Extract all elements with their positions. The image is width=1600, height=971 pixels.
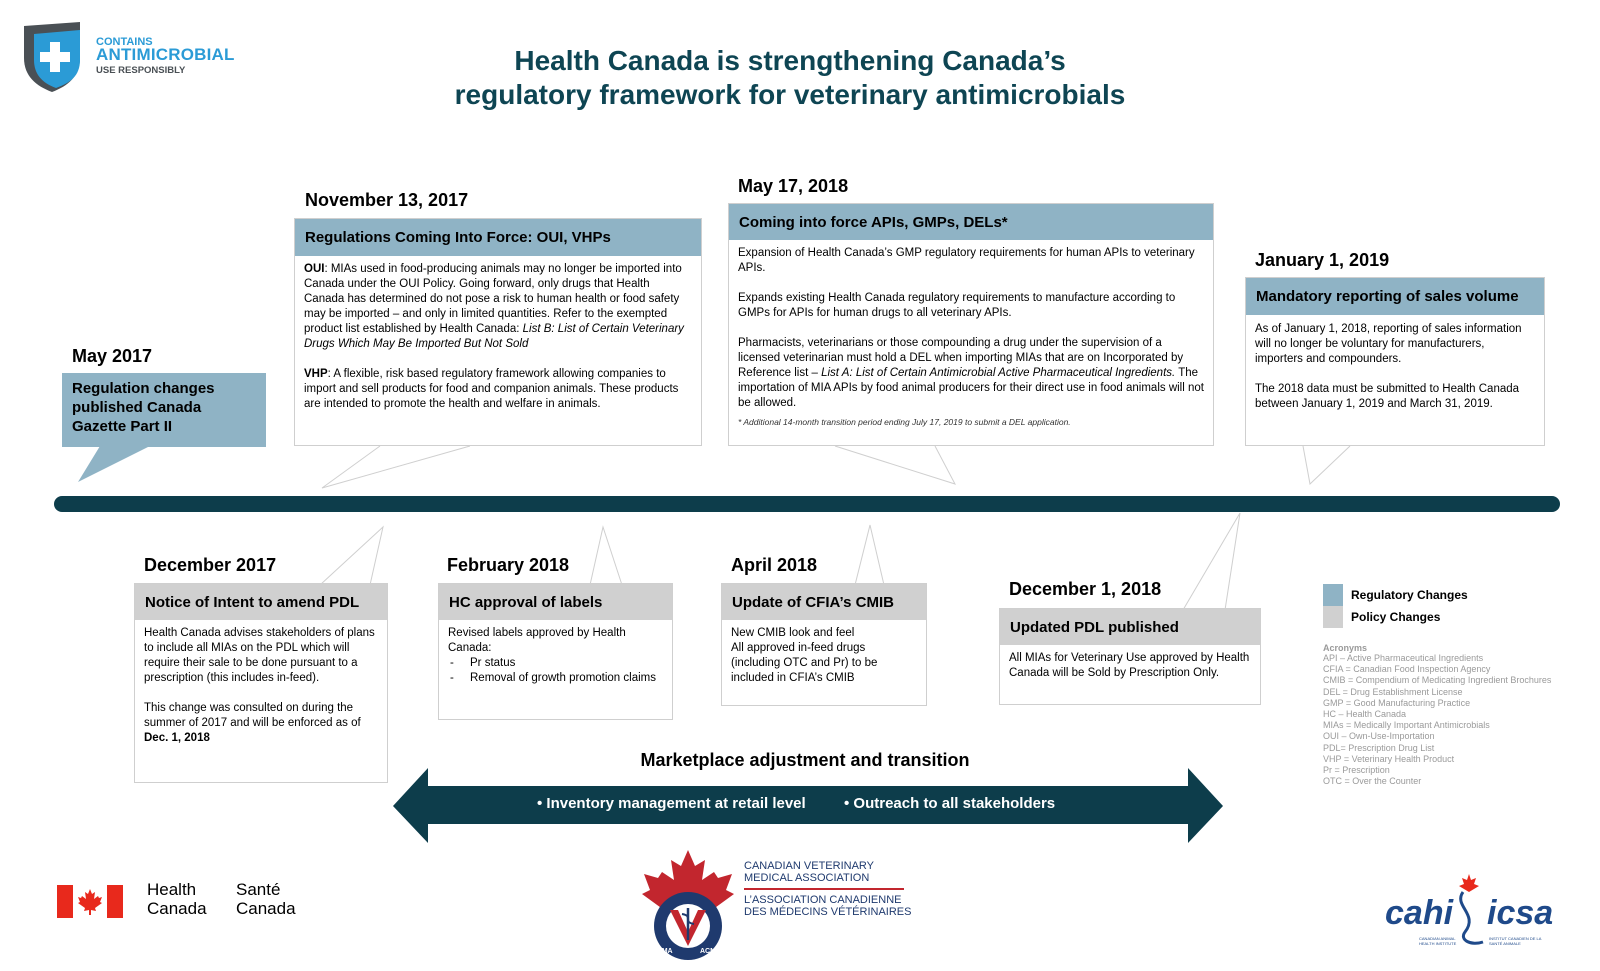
logo-use-responsibly: USE RESPONSIBLY (96, 65, 186, 76)
cvma-en-line-1: CANADIAN VETERINARY (744, 860, 874, 872)
oui-list-b: List B: List of Certain Veterinary Drugs Which May Be Imported But Not Sold (304, 323, 684, 350)
event-header-jan-2019: Mandatory reporting of sales volume (1246, 278, 1544, 315)
jan-2019-para-2: The 2018 data must be submitted to Health Canada between January 1, 2019 and March 31, 2019. (1255, 383, 1520, 410)
dec-2017-para-2 (144, 701, 378, 746)
date-dec-1-2018: December 1, 2018 (1009, 579, 1162, 599)
event-header-dec-2017: Notice of Intent to amend PDL (135, 584, 387, 620)
cvma-en-line-2: MEDICAL ASSOCIATION (744, 872, 870, 884)
callout-tail-apr-2018 (855, 525, 884, 585)
hc-health: Health (147, 880, 197, 899)
may-2018-footnote: * Additional 14-month transition period ending July 17, 2019 to submit a DEL application. (738, 417, 1071, 427)
cahi-icsa-logo (1385, 872, 1585, 962)
event-body-jan-2019 (1246, 315, 1544, 420)
list-item: - Removal of growth promotion claims (448, 671, 663, 686)
callout-tail-dec-2017 (320, 527, 383, 585)
marketplace-bullet-2: • Outreach to all stakeholders (844, 795, 1056, 812)
feb-2018-list (448, 656, 663, 686)
acronym-item: PDL= Prescription Drug List (1323, 742, 1435, 753)
legend-label-regulatory: Regulatory Changes (1351, 588, 1468, 602)
dec-2017-enforce-date: Dec. 1, 2018 (144, 732, 210, 744)
logo-contains: CONTAINS (96, 36, 153, 48)
acronym-item: OTC = Over the Counter (1323, 776, 1422, 787)
health-canada-logo (57, 880, 317, 930)
callout-tail-feb-2018 (590, 527, 622, 585)
vhp-text: : A flexible, risk based regulatory framework allowing companies to import and sell products for food and companion animals. These products are intended to promote the health and welfare in animals. (304, 368, 679, 410)
may-2018-para-3a: Pharmacists, veterinarians or those compounding a drug under the supervision of a licensed veterinarian must hold a DEL when importing MIAs that are on Incorporated by Reference list – (738, 337, 1184, 379)
callout-tail-nov-2017 (322, 446, 470, 488)
vhp-paragraph (304, 367, 692, 412)
event-box-may-2017 (62, 373, 266, 447)
legend-swatch-policy (1323, 606, 1343, 628)
event-body-apr-2018 (722, 620, 926, 694)
acronym-item: VHP = Veterinary Health Product (1323, 753, 1455, 764)
event-header-may-2018: Coming into force APIs, GMPs, DELs* (729, 204, 1213, 240)
acronyms-title: Acronyms (1323, 643, 1368, 653)
vhp-label: VHP (304, 368, 328, 380)
event-header-feb-2018: HC approval of labels (439, 584, 672, 620)
may-2018-list-a: List A: List of Certain Antimicrobial Active Pharmaceutical Ingredients. (821, 367, 1176, 379)
title-line-1: Health Canada is strengthening Canada’s (514, 45, 1066, 76)
event-box-dec-2018 (999, 608, 1261, 705)
acronym-item: DEL = Drug Establishment License (1323, 686, 1463, 697)
may-2018-para-3b: The importation of MIA APIs by food animal producers for their direct use in food animals will not be allowed. (738, 367, 1204, 409)
cvma-logo (640, 848, 920, 966)
logo-antimicrobial: ANTIMICROBIAL (96, 45, 235, 64)
acronym-item: API – Active Pharmaceutical Ingredients (1323, 653, 1484, 663)
cvma-fr-line-2: DES MÉDECINS VÉTÉRINAIRES (744, 906, 912, 918)
event-body-may-2018 (729, 240, 1213, 438)
may-2018-para-3 (738, 336, 1204, 411)
cahi-subtitle-right: INSTITUT CANADIEN DE LA SANTÉ ANIMALE (1489, 936, 1542, 946)
dec-2017-para-2-text: This change was consulted on during the summer of 2017 and will be enforced as of (144, 702, 361, 729)
date-nov-13-2017: November 13, 2017 (305, 190, 469, 210)
date-dec-2017: December 2017 (144, 555, 277, 575)
event-header-apr-2018: Update of CFIA’s CMIB (722, 584, 926, 620)
marketplace-double-arrow (393, 768, 1223, 843)
oui-text: : MIAs used in food-producing animals may no longer be imported into Canada under the OUI Policy. Going forward, only drugs that Health Canada has determined do not pose a risk to human health or food safety may be imported – and only in limited quantities. Refer to the exempted product list established by Health Canada: (304, 263, 682, 335)
event-body-feb-2018 (439, 620, 672, 694)
legend-label-policy: Policy Changes (1351, 610, 1441, 624)
acronym-item: OUI – Own-Use-Importation (1323, 731, 1435, 742)
event-body-nov-2017 (295, 256, 701, 420)
apr-2018-line-2: All approved in-feed drugs (including OTC and Pr) to be included in CFIA’s CMIB (731, 642, 878, 684)
acronym-item: CMIB = Compendium of Medicating Ingredient Brochures (1323, 675, 1552, 686)
date-apr-2018: April 2018 (731, 555, 818, 575)
cvma-fr-line-1: L’ASSOCIATION CANADIENNE (744, 894, 902, 906)
timeline-bar (54, 496, 1560, 512)
acronyms-list (1323, 643, 1593, 787)
dec-2017-para-1: Health Canada advises stakeholders of plans to include all MIAs on the PDL which will require their sale to be done pursuant to a prescription (this includes in-feed). (144, 627, 375, 684)
legend-swatch-regulatory (1323, 584, 1343, 606)
acronym-item: Pr = Prescription (1323, 765, 1390, 776)
event-body-dec-2017 (135, 620, 387, 754)
title-line-2: regulatory framework for veterinary antimicrobials (454, 79, 1126, 110)
event-header-nov-2017: Regulations Coming Into Force: OUI, VHPs (295, 219, 701, 256)
event-body-dec-2018 (1000, 645, 1260, 689)
acronym-item: HC – Health Canada (1323, 709, 1407, 720)
oui-paragraph (304, 262, 692, 352)
canada-flag-icon (57, 885, 123, 918)
date-may-17-2018: May 17, 2018 (738, 176, 849, 196)
callout-tail-may-2017 (78, 446, 150, 482)
jan-2019-para-1: As of January 1, 2018, reporting of sales information will no longer be voluntary for manufacturers, importers and compounders. (1255, 323, 1522, 365)
cvma-divider (744, 888, 904, 890)
event-box-nov-2017 (294, 218, 702, 446)
hc-canada-fr: Canada (236, 899, 296, 918)
oui-label: OUI (304, 263, 325, 275)
may-2018-para-1: Expansion of Health Canada’s GMP regulatory requirements for human APIs to veterinary APIs. (738, 247, 1195, 274)
event-box-feb-2018 (438, 583, 673, 720)
event-box-jan-2019 (1245, 277, 1545, 446)
date-feb-2018: February 2018 (447, 555, 570, 575)
may-2018-para-2: Expands existing Health Canada regulatory requirements to manufacture according to GMPs for APIs for human drugs to all veterinary APIs. (738, 292, 1176, 319)
callout-tail-jan-2019 (1303, 446, 1350, 484)
date-may-2017: May 2017 (72, 346, 153, 366)
event-title-may-2017: Regulation changes published Canada Gazette Part II (72, 380, 215, 435)
event-box-apr-2018 (721, 583, 927, 706)
hc-canada-en: Canada (147, 899, 207, 918)
list-item: - Pr status (448, 656, 663, 671)
feb-2018-intro: Revised labels approved by Health Canada: (448, 627, 626, 654)
acronym-item: CFIA = Canadian Food Inspection Agency (1323, 664, 1491, 675)
date-jan-1-2019: January 1, 2019 (1255, 250, 1390, 270)
dec-2018-para-1: All MIAs for Veterinary Use approved by Health Canada will be Sold by Prescription Only. (1009, 652, 1250, 679)
cahi-subtitle-left: CANADIAN ANIMAL HEALTH INSTITUTE (1419, 936, 1457, 946)
icsa-text: icsa (1487, 894, 1554, 932)
callout-tail-dec-2018 (1183, 513, 1240, 610)
event-box-may-2018 (728, 203, 1214, 446)
callout-tail-may-2018 (835, 446, 955, 484)
acronym-item: MIAs = Medically Important Antimicrobials (1323, 720, 1490, 731)
apr-2018-line-1: New CMIB look and feel (731, 627, 855, 639)
marketplace-title: Marketplace adjustment and transition (640, 750, 970, 770)
cvma-badge-left: CVMA (652, 948, 673, 955)
acronym-item: GMP = Good Manufacturing Practice (1323, 697, 1471, 708)
event-box-dec-2017 (134, 583, 388, 783)
marketplace-bullet-1: • Inventory management at retail level (537, 795, 806, 812)
hc-sante: Santé (236, 880, 281, 899)
cahi-text: cahi (1385, 894, 1454, 932)
cvma-badge-right: ACMV (700, 948, 721, 955)
event-header-dec-2018: Updated PDL published (1000, 609, 1260, 645)
